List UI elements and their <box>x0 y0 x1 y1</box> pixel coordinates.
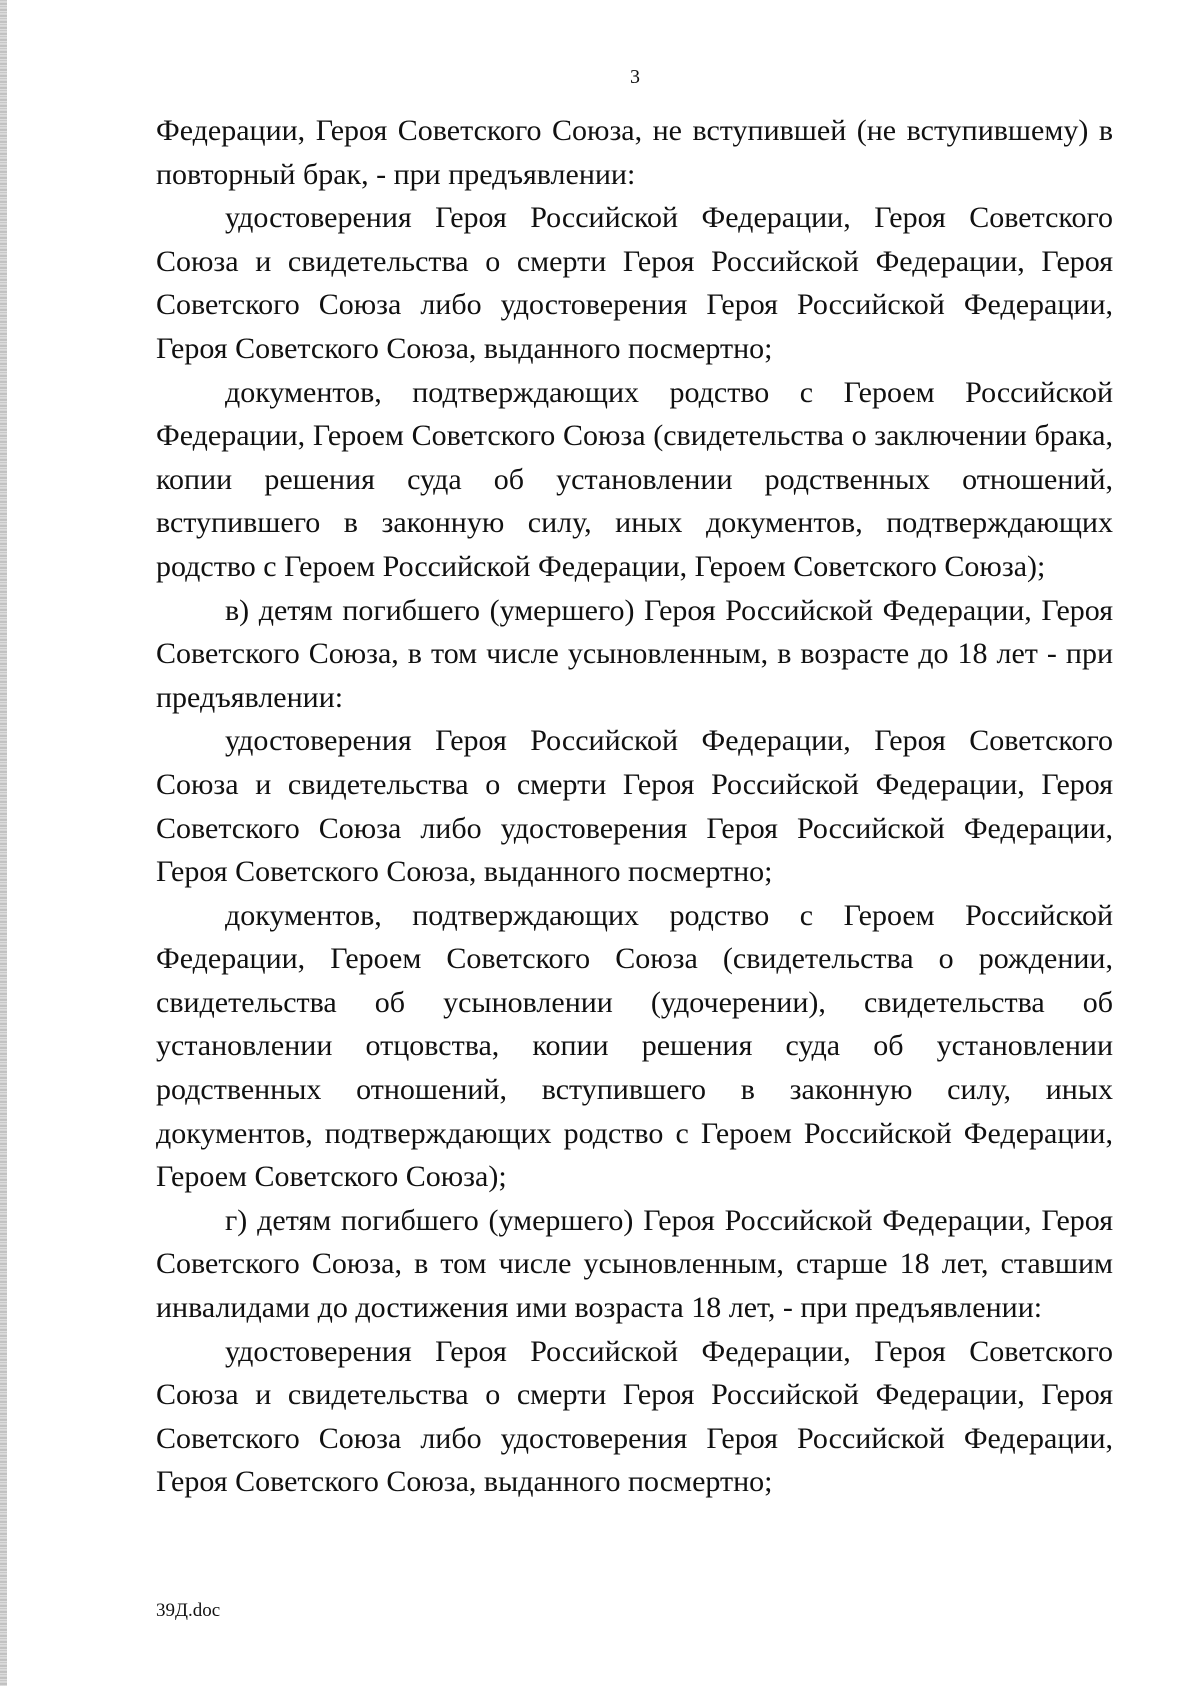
paragraph-8: удостоверения Героя Российской Федерации, Героя Советского Союза и свидетельства о смерти Героя Российской Федерации, Героя Советского Союза либо удостоверения Героя Российской Федерации, Героя Советского Союза, выданного посмертно; <box>156 1334 1113 1499</box>
paragraph-7: г) детям погибшего (умершего) Героя Российской Федерации, Героя Советского Союза, в том числе усыновленным, старше 18 лет, ставшим инвалидами до достижения ими возраста 18 лет, - при предъявлении: <box>156 1203 1113 1325</box>
scan-edge <box>0 0 7 1686</box>
footer-filename: 39Д.doc <box>156 1600 221 1621</box>
document-body <box>156 109 1113 1504</box>
paragraph-4: в) детям погибшего (умершего) Героя Российской Федерации, Героя Советского Союза, в том числе усыновленным, в возрасте до 18 лет - при предъявлении: <box>156 593 1113 714</box>
page-number: 3 <box>630 66 640 88</box>
paragraph-6: документов, подтверждающих родство с Героем Российской Федерации, Героем Советского Союза (свидетельства о рождении, свидетельства об усыновлении (удочерении), свидетельства об установлении отцовства, копии решения суда об установлении родственных отношений, вступившего в законную силу, иных документов, подтверждающих родство с Героем Российской Федерации, Героем Советского Союза); <box>156 898 1113 1194</box>
paragraph-2: удостоверения Героя Российской Федерации, Героя Советского Союза и свидетельства о смерти Героя Российской Федерации, Героя Советского Союза либо удостоверения Героя Российской Федерации, Героя Советского Союза, выданного посмертно; <box>156 201 1113 365</box>
paragraph-3: документов, подтверждающих родство с Героем Российской Федерации, Героем Советского Союза (свидетельства о заключении брака, копии решения суда об установлении родственных отношений, вступившего в законную силу, иных документов, подтверждающих родство с Героем Российской Федерации, Героем Советского Союза); <box>156 375 1113 583</box>
paragraph-5: удостоверения Героя Российской Федерации, Героя Советского Союза и свидетельства о смерти Героя Российской Федерации, Героя Советского Союза либо удостоверения Героя Российской Федерации, Героя Советского Союза, выданного посмертно; <box>156 724 1113 889</box>
paragraph-1: Федерации, Героя Советского Союза, не вступившей (не вступившему) в повторный брак, - при предъявлении: <box>156 114 1113 191</box>
